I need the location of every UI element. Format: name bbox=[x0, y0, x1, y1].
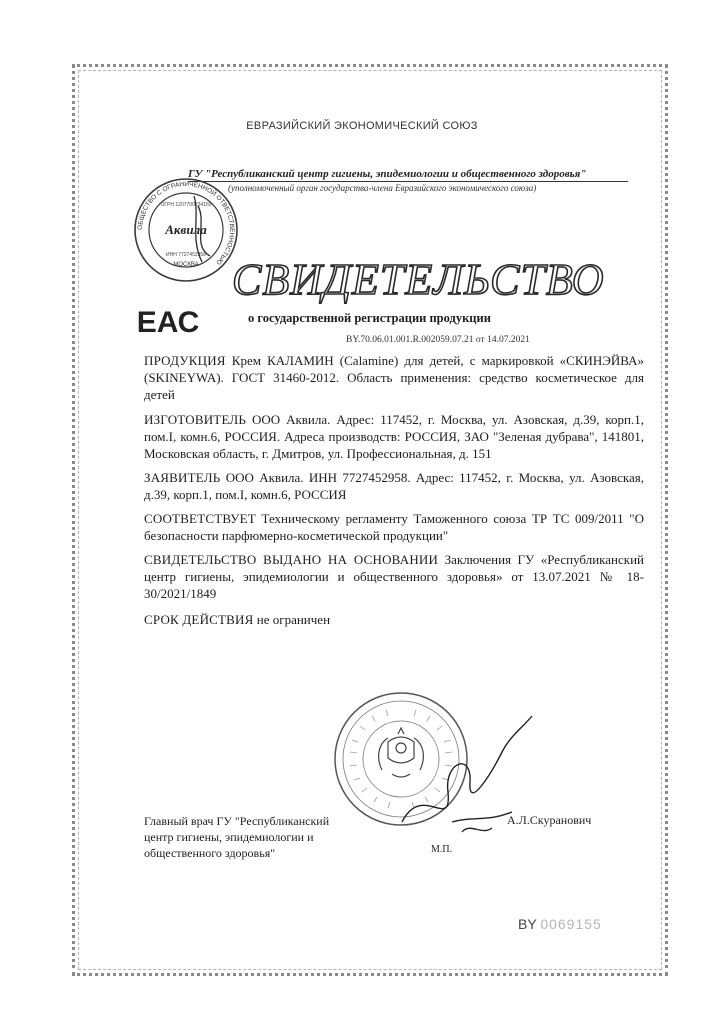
signer-position-line-3: общественного здоровья" bbox=[144, 846, 276, 860]
manufacturer-label: ИЗГОТОВИТЕЛЬ bbox=[144, 412, 247, 427]
product-label: ПРОДУКЦИЯ bbox=[144, 353, 226, 368]
form-serial-number bbox=[518, 916, 602, 932]
applicant-label: ЗАЯВИТЕЛЬ bbox=[144, 470, 221, 485]
issued-basis-label: СВИДЕТЕЛЬСТВО ВЫДАНО НА ОСНОВАНИИ bbox=[144, 552, 439, 567]
section-conforms bbox=[144, 510, 644, 544]
stamp-city: МОСКВА bbox=[173, 262, 199, 268]
union-title: ЕВРАЗИЙСКИЙ ЭКОНОМИЧЕСКИЙ СОЮЗ bbox=[246, 120, 478, 132]
registration-number: BY.70.06.01.001.R.002059.07.21 от 14.07.2021 bbox=[346, 335, 530, 345]
issued-basis-text: Заключения ГУ «Республиканский центр гигиены, эпидемиологии и общественного здоровья» от 13.07.2021 № 18-30/2021/1849 bbox=[144, 552, 645, 601]
stamp-ring-text: ОБЩЕСТВО С ОГРАНИЧЕННОЙ ОТВЕТСТВЕННОСТЬЮ bbox=[136, 180, 236, 266]
document-title: СВИДЕТЕЛЬСТВО bbox=[232, 255, 605, 304]
signature-icon bbox=[392, 712, 542, 852]
issuing-authority: ГУ "Республиканский центр гигиены, эпидемиологии и общественного здоровья" bbox=[188, 168, 628, 182]
company-stamp-icon bbox=[132, 176, 240, 284]
stamp-ogrn: ОГРН 1207700234165 bbox=[160, 202, 212, 208]
authority-note: (уполномоченный орган государства-члена Евразийского экономического союза) bbox=[228, 183, 537, 193]
signer-position-line-2: центр гигиены, эпидемиологии и bbox=[144, 830, 314, 844]
signer-position-line-1: Главный врач ГУ "Республиканский bbox=[144, 814, 330, 828]
seal-place-label: М.П. bbox=[431, 844, 453, 855]
eac-mark-icon bbox=[136, 302, 200, 339]
section-issued-basis bbox=[144, 551, 644, 602]
serial-number: 0069155 bbox=[540, 916, 602, 932]
document-subtitle: о государственной регистрации продукции bbox=[248, 311, 491, 325]
signer-name: А.Л.Скуранович bbox=[507, 813, 592, 827]
section-manufacturer bbox=[144, 411, 644, 462]
manufacturer-text: ООО Аквила. Адрес: 117452, г. Москва, ул. Азовская, д.39, корп.1, пом.I, комн.6, РОССИЯ. Адреса производств: РОССИЯ, ЗАО "Зеленая дубрава", 141801, Московская область, г. Дмитров, ул. Профессиональная, д. 151 bbox=[144, 412, 644, 461]
serial-prefix: BY bbox=[518, 916, 537, 932]
stamp-company-name: Аквила bbox=[165, 222, 207, 237]
applicant-text: ООО Аквила. ИНН 7727452958. Адрес: 117452, г. Москва, ул. Азовская, д.39, корп.1, пом.I, комн.6, РОССИЯ bbox=[144, 470, 644, 502]
stamp-inn: ИНН 7727452958 bbox=[165, 252, 207, 258]
eac-logo-text: ЕАС bbox=[136, 306, 200, 339]
validity-text: не ограничен bbox=[256, 612, 331, 627]
signer-position bbox=[144, 813, 374, 861]
product-text: Крем КАЛАМИН (Calamine) для детей, с маркировкой «СКИНЭЙВА» (SKINEYWA). ГОСТ 31460-2012. Область применения: средство косметическое для детей bbox=[144, 353, 644, 402]
section-validity bbox=[144, 611, 644, 628]
validity-label: СРОК ДЕЙСТВИЯ bbox=[144, 612, 254, 627]
section-product bbox=[144, 352, 644, 403]
conforms-label: СООТВЕТСТВУЕТ bbox=[144, 511, 256, 526]
section-applicant bbox=[144, 469, 644, 503]
conforms-text: Техническому регламенту Таможенного союза ТР ТС 009/2011 "О безопасности парфюмерно-косметической продукции" bbox=[144, 511, 644, 543]
